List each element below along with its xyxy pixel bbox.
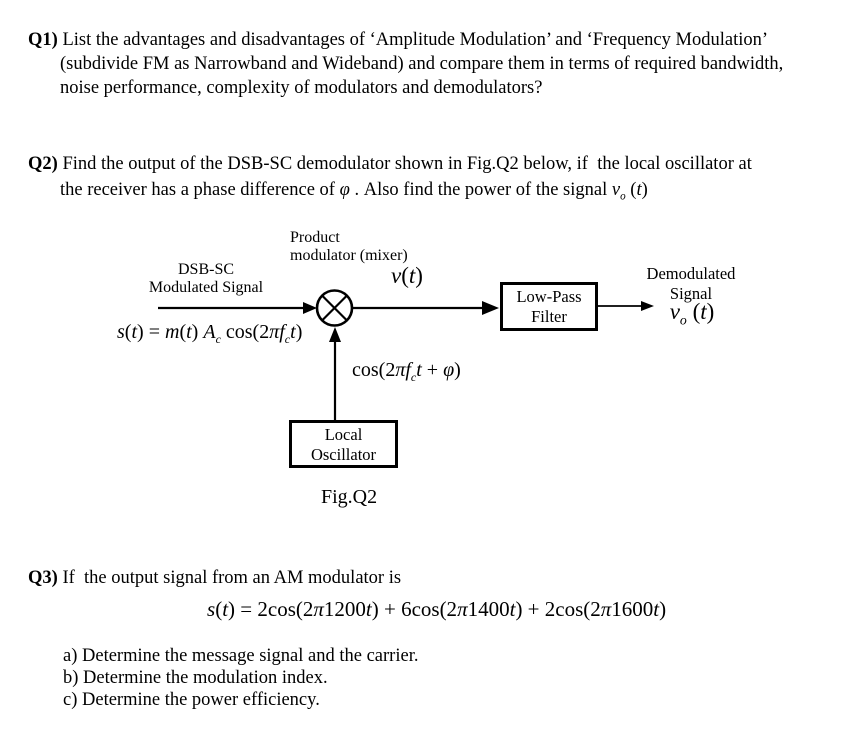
oscillator-signal-equation: $\cos(2\pi f_ct + \varphi)$ — [352, 359, 461, 384]
local-oscillator-line2: Oscillator — [310, 445, 377, 464]
input-arrowhead-icon — [303, 302, 317, 314]
product-modulator-label-line1: Product — [290, 229, 340, 246]
q1-line1-text: List the advantages and disadvantages of ‘Amplitude Modulation’ and ‘Frequency Modulation’ — [62, 30, 769, 50]
input-signal-equation: s(t) = m(t) $A_c$ $\cos(2\pi f_ct)$ — [117, 321, 303, 346]
oscillator-arrowhead-icon — [329, 327, 341, 342]
low-pass-filter-line2: Filter — [531, 307, 567, 326]
demodulated-signal-label-line2: Signal — [669, 284, 713, 303]
q3-item-c: c) Determine the power efficiency. — [63, 690, 320, 710]
q2-line-2: the receiver has a phase difference of φ . Also find the power of the signal $v_o$ (t) — [60, 180, 648, 203]
q1-line-2: (subdivide FM as Narrowband and Wideband) and compare them in terms of required bandwidth, — [60, 54, 784, 74]
input-signal-label — [147, 261, 265, 296]
mixer-output-label: v(t) — [391, 263, 423, 288]
q3-item-a: a) Determine the message signal and the carrier. — [63, 646, 419, 666]
input-signal-label-line2: Modulated Signal — [148, 278, 264, 296]
q3-items — [63, 645, 418, 711]
demodulated-output-equation: $v_o$ (t) — [669, 299, 715, 328]
question-3 — [28, 566, 843, 590]
q3-item-b: b) Determine the modulation index. — [63, 668, 328, 688]
local-oscillator-line1: Local — [324, 425, 363, 444]
q1-label: Q1) — [28, 30, 58, 50]
q3-intro-text: If the output signal from an AM modulator is — [62, 568, 402, 588]
product-modulator-label-line2: modulator (mixer) — [290, 246, 408, 264]
q3-label: Q3) — [28, 568, 58, 588]
figure-caption: Fig.Q2 — [321, 486, 378, 508]
q3-equation: s(t) = 2cos(2π1200t) + 6cos(2π1400t) + 2cos(2π1600t) — [207, 597, 667, 621]
local-oscillator-block — [289, 420, 398, 468]
q2-label: Q2) — [28, 154, 58, 174]
q1-line-3: noise performance, complexity of modulators and demodulators? — [60, 78, 543, 98]
demodulated-signal-label — [628, 264, 754, 304]
product-modulator-label — [290, 229, 408, 264]
input-signal-label-line1: DSB-SC — [177, 261, 235, 278]
low-pass-filter-line1: Low-Pass — [516, 287, 582, 306]
q2-line1-text: Find the output of the DSB-SC demodulator shown in Fig.Q2 below, if the local oscillator at — [62, 154, 752, 174]
lpf-arrowhead-icon — [482, 301, 499, 315]
q3-intro-line — [28, 566, 843, 590]
demodulated-signal-label-line1: Demodulated — [646, 264, 736, 283]
low-pass-filter-block — [500, 282, 598, 331]
